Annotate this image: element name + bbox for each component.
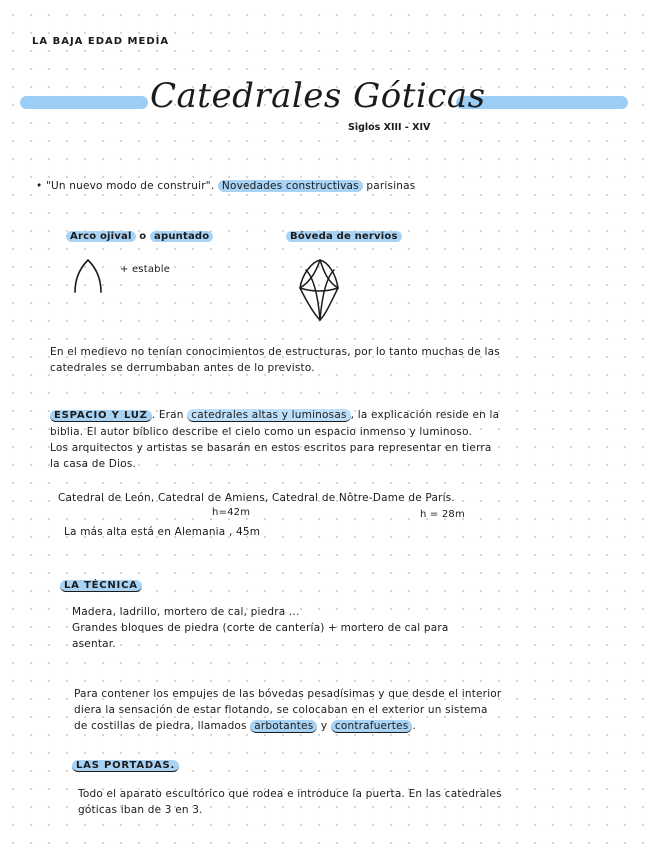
- technique-para-line-3: [74, 718, 501, 734]
- technique-para-line-1: Para contener los empujes de las bóvedas pesadísimas y que desde el interior: [74, 688, 502, 700]
- space-light-line-4: la casa de Dios.: [50, 458, 137, 470]
- technique-period: .: [412, 720, 416, 732]
- intro-quote: "Un nuevo modo de construir".: [45, 180, 215, 192]
- technique-line-3: asentar.: [72, 638, 116, 650]
- structure-line-1: En el medievo no tenían conocimientos de estructuras, por lo tanto muchas de las: [50, 346, 500, 358]
- rib-vault-drawing: [296, 256, 342, 324]
- space-light-tag: ESPACIO Y LUZ: [50, 410, 152, 422]
- technique-connector: y: [320, 720, 328, 732]
- bullet: •: [36, 180, 43, 192]
- portals-tag: LAS PORTADAS.: [72, 760, 179, 772]
- technique-materials: [72, 604, 449, 652]
- technique-para-line3-pre: de costillas de piedra, llamados: [74, 720, 247, 732]
- arch-highlight-ojival: Arco ojival: [66, 231, 136, 242]
- technique-tag-wrap: [60, 573, 142, 592]
- space-light-line-1: [50, 407, 499, 424]
- portals-paragraph: [78, 786, 502, 818]
- pointed-arch-drawing: [70, 256, 110, 296]
- technique-line-1: Madera, ladrillo, mortero de cal, piedra ...: [72, 606, 300, 618]
- space-light-highlight: catedrales altas y luminosas: [187, 409, 350, 422]
- technique-line-2: Grandes bloques de piedra (corte de cantería) + mortero de cal para: [72, 622, 449, 634]
- structure-line-2: catedrales se derrumbaban antes de lo previsto.: [50, 362, 315, 374]
- tallest-line: La más alta está en Alemania , 45m: [64, 526, 261, 538]
- technique-paragraph: [74, 686, 501, 734]
- arbotantes-highlight: arbotantes: [250, 720, 317, 733]
- arch-note: + estable: [120, 264, 171, 275]
- vault-highlight: Bóveda de nervios: [286, 231, 402, 242]
- structure-paragraph: [50, 344, 500, 376]
- space-light-line-2: biblia. El autor bíblico describe el cielo como un espacio inmenso y luminoso.: [50, 426, 473, 438]
- intro-rest: parisinas: [366, 180, 416, 192]
- header-unit: LA BAJA EDAD MEDÍA: [32, 36, 170, 47]
- arch-highlight-apuntado: apuntado: [150, 231, 213, 242]
- contrafuertes-highlight: contrafuertes: [331, 720, 413, 733]
- space-light-after-tag: . Eran: [151, 409, 184, 421]
- vault-label: [286, 229, 402, 245]
- intro-line: [36, 178, 415, 194]
- paris-height: h = 28m: [420, 509, 465, 520]
- space-light-line1-rest: , la explicación reside en la: [350, 409, 500, 421]
- page-subtitle: Siglos XIII - XIV: [348, 122, 431, 133]
- portals-line-1: Todo el aparato escultórico que rodea e introduce la puerta. En las catedrales: [78, 788, 502, 800]
- technique-tag: LA TÉCNICA: [60, 580, 142, 592]
- technique-para-line-2: diera la sensación de estar flotando, se colocaban en el exterior un sistema: [74, 704, 488, 716]
- title-bar-left: [20, 96, 148, 109]
- portals-tag-wrap: [72, 753, 179, 772]
- portals-line-2: góticas iban de 3 en 3.: [78, 804, 203, 816]
- arch-label: [66, 229, 213, 245]
- arch-connector: o: [139, 231, 147, 242]
- intro-highlight: Novedades constructivas: [218, 180, 363, 192]
- amiens-height: h=42m: [212, 507, 251, 518]
- page-title: Catedrales Góticas: [150, 76, 486, 116]
- space-light-paragraph: [50, 407, 499, 472]
- cathedrals-line: Catedral de León, Catedral de Amiens, Catedral de Nôtre-Dame de París.: [58, 492, 455, 504]
- space-light-line-3: Los arquitectos y artistas se basarán en estos escritos para representar en tierra: [50, 442, 492, 454]
